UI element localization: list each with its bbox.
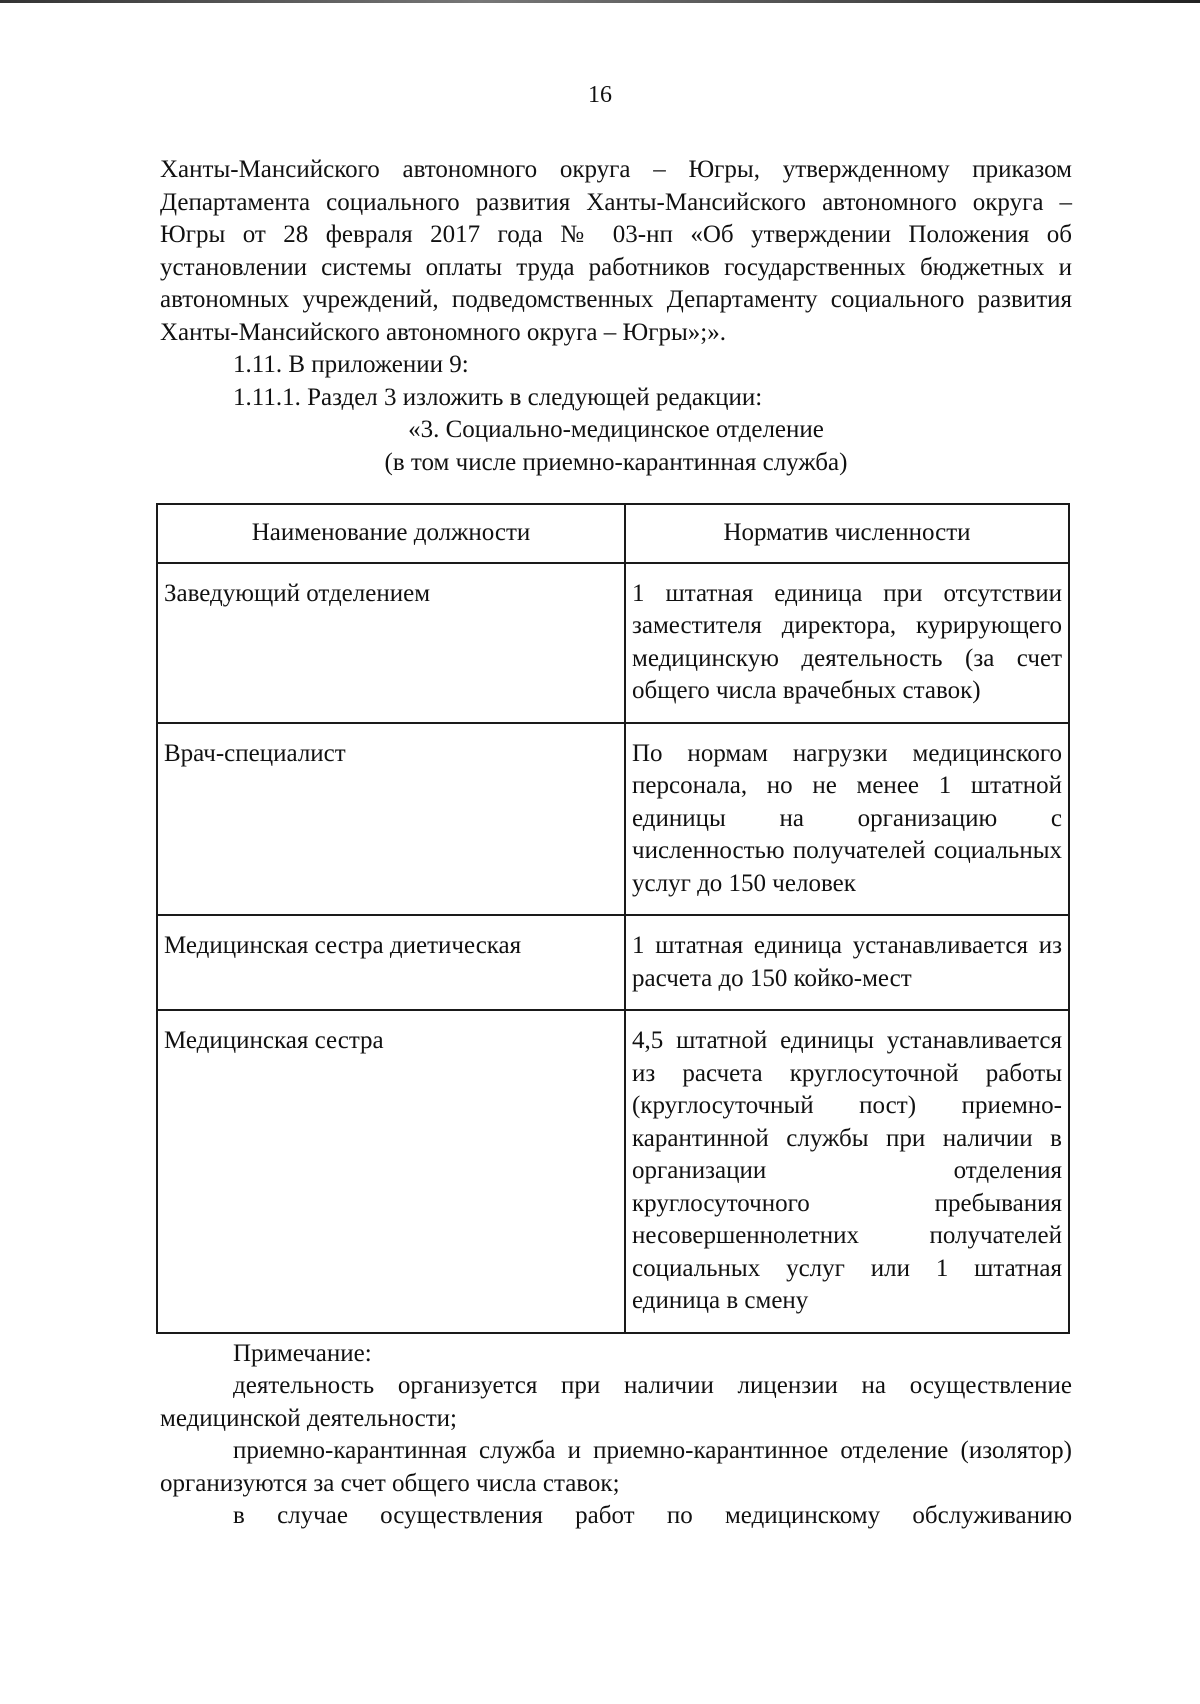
staffing-norms-table bbox=[156, 503, 1070, 1334]
document-body bbox=[160, 154, 1072, 1533]
header-position: Наименование должности bbox=[157, 504, 625, 563]
item-1-11: 1.11. В приложении 9: bbox=[233, 351, 469, 378]
table-row bbox=[157, 915, 1069, 1010]
header-norm: Норматив численности bbox=[625, 504, 1069, 563]
note-item: приемно-карантинная служба и приемно-карантинное отделение (изолятор) организуются за счет общего числа ставок; bbox=[160, 1437, 1072, 1497]
table-row bbox=[157, 563, 1069, 723]
note-item: в случае осуществления работ по медицинскому обслуживанию bbox=[233, 1502, 1072, 1529]
cell-norm: 1 штатная единица устанавливается из расчета до 150 койко-мест bbox=[625, 915, 1069, 1010]
cell-norm: 4,5 штатной единицы устанавливается из расчета круглосуточной работы (круглосуточный пост) приемно-карантинной службы при наличии в организации отделения круглосуточного пребывания несовершеннолетних получателей социальных услуг или 1 штатная единица в смену bbox=[625, 1010, 1069, 1333]
table-row bbox=[157, 1010, 1069, 1333]
cell-norm: По нормам нагрузки медицинского персонала, но не менее 1 штатной единицы на организацию с численностью получателей социальных услуг до 150 человек bbox=[625, 723, 1069, 916]
notes-section bbox=[160, 1338, 1072, 1533]
cell-position: Врач-специалист bbox=[157, 723, 625, 916]
section-title-line-1: «3. Социально-медицинское отделение bbox=[408, 416, 824, 443]
item-1-11-1: 1.11.1. Раздел 3 изложить в следующей редакции: bbox=[233, 383, 763, 411]
cell-position: Заведующий отделением bbox=[157, 563, 625, 723]
page-number: 16 bbox=[588, 82, 612, 108]
intro-last-line: Ханты-Мансийского автономного округа – Югры»;». bbox=[160, 318, 726, 346]
table-row bbox=[157, 723, 1069, 916]
note-title: Примечание: bbox=[233, 1339, 372, 1367]
note-item: деятельность организуется при наличии лицензии на осуществление медицинской деятельности; bbox=[160, 1372, 1072, 1432]
cell-position: Медицинская сестра диетическая bbox=[157, 915, 625, 1010]
section-title-line-2: (в том числе приемно-карантинная служба) bbox=[384, 448, 848, 476]
cell-position: Медицинская сестра bbox=[157, 1010, 625, 1333]
cell-norm: 1 штатная единица при отсутствии заместителя директора, курирующего медицинскую деятельность (за счет общего числа врачебных ставок) bbox=[625, 563, 1069, 723]
scan-edge-line bbox=[0, 0, 1200, 3]
table-header-row bbox=[157, 504, 1069, 563]
intro-paragraph: Ханты-Мансийского автономного округа – Югры, утвержденному приказом Департамента социального развития Ханты-Мансийского автономного округа – Югры от 28 февраля 2017 года № 03-нп «Об утверждении Положения об установлении системы оплаты труда работников государственных бюджетных и автономных учреждений, подведомственных Департаменту социального развития bbox=[160, 156, 1072, 313]
